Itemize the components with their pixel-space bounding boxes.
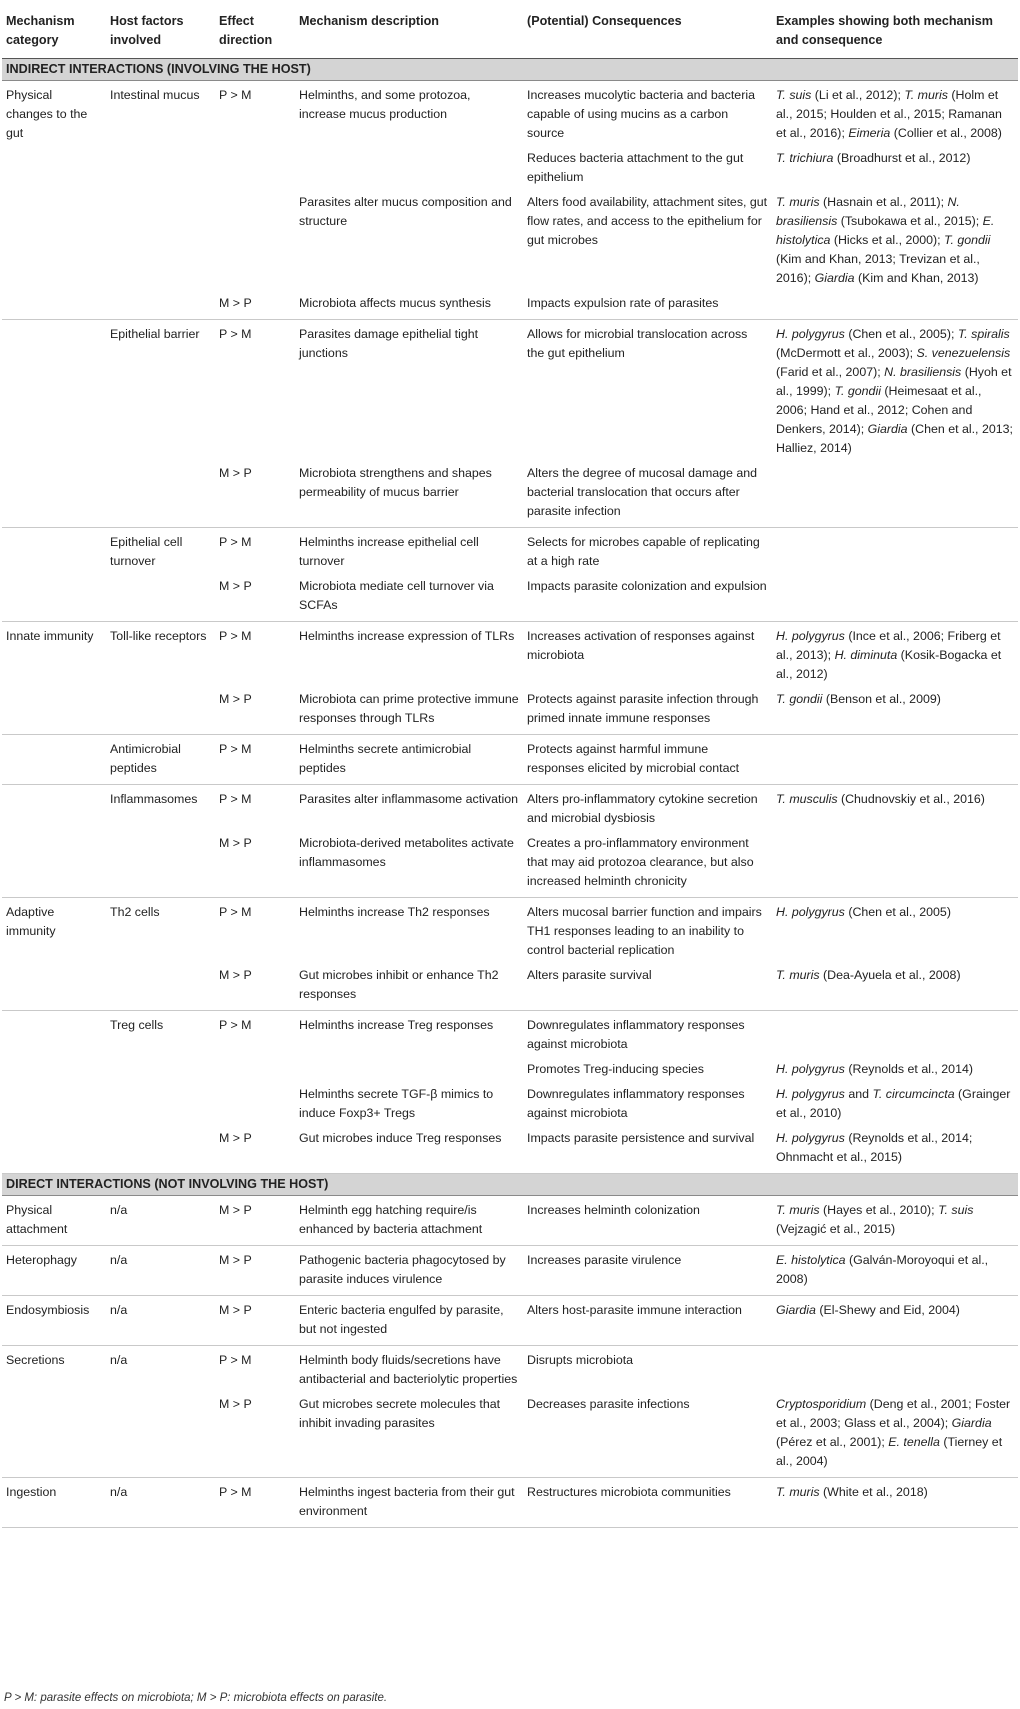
species-name: Giardia — [951, 1416, 992, 1430]
cell-effect-direction: M > P — [215, 461, 295, 528]
cell-host-factor: Epithelial barrier — [110, 327, 200, 341]
cell-examples — [772, 1057, 1018, 1082]
species-name: T. muris — [776, 1203, 820, 1217]
cell-mechanism-category: Heterophagy — [2, 1246, 106, 1296]
cell-consequence: Alters parasite survival — [523, 963, 772, 1011]
table-row — [2, 1082, 1018, 1126]
table-row — [2, 190, 1018, 291]
cell-host-factor — [106, 1082, 215, 1126]
cell-mechanism-category — [2, 528, 106, 575]
header-mechanism-category: Mechanism category — [2, 0, 106, 59]
table-row — [2, 528, 1018, 575]
cell-host-factor — [106, 291, 215, 320]
cell-effect-direction: P > M — [215, 1478, 295, 1528]
cell-effect-direction: M > P — [215, 831, 295, 898]
citation-text: (Kim and Khan, 2013; Trevizan et al., 2016); — [776, 252, 980, 285]
cell-mechanism-category — [2, 831, 106, 898]
table-row — [2, 687, 1018, 735]
citation-text: (Chudnovskiy et al., 2016) — [837, 792, 985, 806]
cell-examples — [772, 81, 1018, 147]
cell-effect-direction: M > P — [215, 1126, 295, 1174]
section-header-row — [2, 59, 1018, 81]
species-name: T. gondii — [776, 692, 823, 706]
cell-effect-direction: M > P — [215, 1296, 295, 1346]
cell-consequence: Alters pro-inflammatory cytokine secretion and microbial dysbiosis — [527, 792, 758, 825]
cell-effect-direction — [215, 1057, 295, 1082]
cell-mechanism-description — [295, 1057, 523, 1082]
cell-mechanism-description: Parasites alter inflammasome activation — [299, 792, 518, 806]
citation-text: and — [844, 1087, 873, 1101]
cell-consequence: Promotes Treg-inducing species — [527, 1062, 704, 1076]
cell-consequence: Alters host-parasite immune interaction — [523, 1296, 772, 1346]
species-name: T. suis — [776, 88, 812, 102]
species-name: N. brasiliensis — [776, 195, 960, 228]
cell-consequence: Reduces bacteria attachment to the gut epithelium — [527, 151, 744, 184]
citation-text: (Hasnain et al., 2011); — [819, 195, 948, 209]
cell-mechanism-category — [2, 1126, 106, 1174]
cell-host-factor: Treg cells — [110, 1018, 164, 1032]
cell-examples — [772, 461, 1018, 528]
cell-consequence: Decreases parasite infections — [523, 1392, 772, 1478]
citation-text: (Ince et al., 2006; Friberg et al., 2013); — [776, 629, 1001, 662]
cell-mechanism-description: Microbiota affects mucus synthesis — [295, 291, 523, 320]
table-row — [2, 831, 1018, 898]
cell-mechanism-category: Physical changes to the gut — [6, 88, 88, 140]
table-row — [2, 963, 1018, 1011]
species-name: H. polygyrus — [776, 1062, 845, 1076]
table-row — [2, 291, 1018, 320]
cell-effect-direction: M > P — [215, 1246, 295, 1296]
cell-examples — [772, 963, 1018, 1011]
citation-text: (Collier et al., 2008) — [890, 126, 1002, 140]
cell-mechanism-category — [2, 461, 106, 528]
citation-text: (Galván-Moroyoqui et al., 2008) — [776, 1253, 989, 1286]
cell-mechanism-category — [2, 785, 106, 832]
cell-host-factor — [106, 1126, 215, 1174]
citation-text: (Vejzagić et al., 2015) — [776, 1222, 896, 1236]
species-name: H. polygyrus — [776, 327, 845, 341]
cell-host-factor: n/a — [106, 1478, 215, 1528]
species-name: T. spiralis — [957, 327, 1010, 341]
species-name: T. gondii — [944, 233, 991, 247]
cell-effect-direction: P > M — [219, 88, 252, 102]
cell-host-factor: Inflammasomes — [110, 792, 198, 806]
citation-text: (Benson et al., 2009) — [822, 692, 941, 706]
section-title: INDIRECT INTERACTIONS (INVOLVING THE HOST) — [2, 59, 1018, 81]
cell-effect-direction — [215, 146, 295, 190]
table-row — [2, 1196, 1018, 1246]
table-row — [2, 622, 1018, 688]
species-name: T. suis — [938, 1203, 974, 1217]
cell-mechanism-description: Helminths, and some protozoa, increase mucus production — [299, 88, 471, 121]
citation-text: (Broadhurst et al., 2012) — [833, 151, 971, 165]
cell-consequence: Restructures microbiota communities — [523, 1478, 772, 1528]
cell-host-factor: n/a — [106, 1296, 215, 1346]
cell-host-factor: Antimicrobial peptides — [106, 735, 215, 785]
cell-mechanism-category — [2, 963, 106, 1011]
table-body — [2, 59, 1018, 1528]
header-host-factors: Host factors involved — [106, 0, 215, 59]
section-header-row — [2, 1174, 1018, 1196]
cell-mechanism-description: Microbiota mediate cell turnover via SCFAs — [295, 574, 523, 622]
citation-text: (Heimesaat et al., 2006; Hand et al., 2012; Cohen and Denkers, 2014); — [776, 384, 982, 436]
table-row — [2, 1392, 1018, 1478]
citation-text: (McDermott et al., 2003); — [776, 346, 917, 360]
cell-examples — [772, 1392, 1018, 1478]
cell-host-factor — [106, 146, 215, 190]
cell-mechanism-category: Secretions — [6, 1353, 65, 1367]
species-name: T. musculis — [776, 792, 838, 806]
species-name: H. polygyrus — [776, 1087, 845, 1101]
cell-host-factor: Toll-like receptors — [110, 629, 207, 643]
cell-examples — [772, 320, 1018, 462]
cell-mechanism-description — [295, 146, 523, 190]
cell-mechanism-category: Physical attachment — [2, 1196, 106, 1246]
citation-text: (Li et al., 2012); — [811, 88, 905, 102]
cell-mechanism-description: Helminths increase epithelial cell turnover — [299, 535, 479, 568]
citation-text: (Reynolds et al., 2014) — [844, 1062, 973, 1076]
cell-examples — [772, 735, 1018, 785]
cell-effect-direction: P > M — [219, 905, 252, 919]
cell-mechanism-description: Microbiota strengthens and shapes permeability of mucus barrier — [295, 461, 523, 528]
cell-effect-direction — [215, 190, 295, 291]
cell-mechanism-description: Helminth egg hatching require/is enhanced by bacteria attachment — [295, 1196, 523, 1246]
citation-text: (White et al., 2018) — [819, 1485, 928, 1499]
citation-text: (Tierney et al., 2004) — [776, 1435, 1003, 1468]
cell-mechanism-description: Helminths increase expression of TLRs — [299, 629, 515, 643]
cell-examples — [772, 1011, 1018, 1058]
species-name: T. circumcincta — [872, 1087, 955, 1101]
citation-text: (Hayes et al., 2010); — [819, 1203, 939, 1217]
table-row — [2, 1478, 1018, 1528]
cell-mechanism-category — [2, 687, 106, 735]
cell-mechanism-description: Helminths secrete TGF-β mimics to induce Foxp3+ Tregs — [299, 1087, 494, 1120]
table-row — [2, 81, 1018, 147]
cell-mechanism-category: Ingestion — [2, 1478, 106, 1528]
table-row — [2, 574, 1018, 622]
cell-consequence: Alters food availability, attachment sites, gut flow rates, and access to the epithelium for gut microbes — [527, 195, 768, 247]
citation-text: (Kim and Khan, 2013) — [854, 271, 979, 285]
cell-consequence: Creates a pro-inflammatory environment that may aid protozoa clearance, but also increased helminth chronicity — [523, 831, 772, 898]
cell-consequence: Impacts expulsion rate of parasites — [523, 291, 772, 320]
species-name: T. gondii — [834, 384, 881, 398]
table-row — [2, 1296, 1018, 1346]
cell-consequence: Downregulates inflammatory responses against microbiota — [527, 1087, 745, 1120]
cell-consequence: Impacts parasite colonization and expulsion — [523, 574, 772, 622]
cell-host-factor — [106, 1392, 215, 1478]
citation-text: (Pérez et al., 2001); — [776, 1435, 889, 1449]
cell-host-factor: n/a — [110, 1353, 128, 1367]
species-name: T. muris — [776, 1485, 820, 1499]
cell-mechanism-category: Adaptive immunity — [6, 905, 56, 938]
cell-examples — [772, 291, 1018, 320]
species-name: E. tenella — [888, 1435, 940, 1449]
cell-mechanism-description: Parasites damage epithelial tight junctions — [299, 327, 479, 360]
cell-mechanism-description: Gut microbes induce Treg responses — [295, 1126, 523, 1174]
species-name: Eimeria — [848, 126, 891, 140]
table-row — [2, 785, 1018, 832]
table-row — [2, 1246, 1018, 1296]
header-mechanism-description: Mechanism description — [295, 0, 523, 59]
cell-mechanism-description: Helminths secrete antimicrobial peptides — [295, 735, 523, 785]
table-header-row — [2, 0, 1018, 59]
cell-host-factor — [106, 963, 215, 1011]
header-examples: Examples showing both mechanism and consequence — [772, 0, 1018, 59]
citation-text: (Grainger et al., 2010) — [776, 1087, 1011, 1120]
header-effect-direction: Effect direction — [215, 0, 295, 59]
cell-mechanism-category — [2, 291, 106, 320]
cell-effect-direction: M > P — [215, 291, 295, 320]
citation-text: (Holm et al., 2015; Houlden et al., 2015; Ramanan et al., 2016); — [776, 88, 1002, 140]
cell-examples — [772, 1478, 1018, 1528]
cell-mechanism-description: Microbiota-derived metabolites activate inflammasomes — [295, 831, 523, 898]
citation-text: (Kosik-Bogacka et al., 2012) — [776, 648, 1002, 681]
citation-text: (Hicks et al., 2000); — [830, 233, 945, 247]
cell-effect-direction: M > P — [215, 1392, 295, 1478]
cell-effect-direction: P > M — [215, 735, 295, 785]
cell-mechanism-description: Helminths ingest bacteria from their gut environment — [295, 1478, 523, 1528]
cell-consequence: Allows for microbial translocation across the gut epithelium — [527, 327, 748, 360]
cell-consequence: Increases parasite virulence — [523, 1246, 772, 1296]
cell-examples — [772, 146, 1018, 190]
cell-examples — [772, 1246, 1018, 1296]
citation-text: (Chen et al., 2005); — [844, 327, 958, 341]
cell-host-factor — [106, 1057, 215, 1082]
cell-mechanism-description: Microbiota can prime protective immune responses through TLRs — [295, 687, 523, 735]
species-name: Giardia — [814, 271, 855, 285]
cell-mechanism-category — [2, 190, 106, 291]
species-name: E. histolytica — [776, 214, 995, 247]
cell-examples — [772, 574, 1018, 622]
table-row — [2, 461, 1018, 528]
cell-consequence: Downregulates inflammatory responses against microbiota — [527, 1018, 745, 1051]
citation-text: (Tsubokawa et al., 2015); — [837, 214, 983, 228]
species-name: H. polygyrus — [776, 905, 845, 919]
cell-mechanism-description: Gut microbes inhibit or enhance Th2 responses — [295, 963, 523, 1011]
cell-consequence: Alters the degree of mucosal damage and bacterial translocation that occurs after parasite infection — [523, 461, 772, 528]
cell-examples — [772, 1082, 1018, 1126]
cell-host-factor — [106, 190, 215, 291]
cell-effect-direction: P > M — [219, 629, 252, 643]
species-name: T. trichiura — [776, 151, 834, 165]
species-name: Cryptosporidium — [776, 1397, 867, 1411]
species-name: T. muris — [904, 88, 948, 102]
cell-effect-direction: M > P — [215, 1196, 295, 1246]
table-row — [2, 1126, 1018, 1174]
cell-consequence: Protects against parasite infection through primed innate immune responses — [523, 687, 772, 735]
cell-effect-direction: P > M — [219, 1353, 252, 1367]
cell-examples — [772, 528, 1018, 575]
cell-effect-direction: P > M — [219, 327, 252, 341]
cell-mechanism-category — [2, 1011, 106, 1058]
cell-consequence: Alters mucosal barrier function and impairs TH1 responses leading to an inability to control bacterial replication — [527, 905, 762, 957]
cell-host-factor — [106, 461, 215, 528]
cell-examples — [772, 1126, 1018, 1174]
section-title: DIRECT INTERACTIONS (NOT INVOLVING THE HOST) — [2, 1174, 1018, 1196]
cell-examples — [772, 831, 1018, 898]
species-name: Giardia — [776, 1303, 816, 1317]
cell-consequence: Increases mucolytic bacteria and bacteria capable of using mucins as a carbon source — [527, 88, 755, 140]
cell-mechanism-category — [2, 574, 106, 622]
cell-mechanism-description: Helminth body fluids/secretions have antibacterial and bacteriolytic properties — [299, 1353, 518, 1386]
cell-examples — [772, 1196, 1018, 1246]
cell-consequence: Disrupts microbiota — [527, 1353, 634, 1367]
cell-host-factor — [106, 831, 215, 898]
cell-examples — [772, 898, 1018, 964]
cell-consequence: Selects for microbes capable of replicating at a high rate — [527, 535, 760, 568]
citation-text: (Hyoh et al., 1999); — [776, 365, 1012, 398]
species-name: S. venezuelensis — [916, 346, 1011, 360]
footnote: P > M: parasite effects on microbiota; M > P: microbiota effects on parasite. — [4, 1692, 388, 1704]
cell-host-factor: Th2 cells — [110, 905, 160, 919]
cell-consequence: Increases activation of responses against microbiota — [527, 629, 755, 662]
cell-consequence: Protects against harmful immune responses elicited by microbial contact — [523, 735, 772, 785]
cell-effect-direction: P > M — [219, 792, 252, 806]
cell-examples — [772, 1296, 1018, 1346]
cell-mechanism-category — [2, 146, 106, 190]
cell-mechanism-category: Innate immunity — [6, 629, 94, 643]
cell-mechanism-description: Parasites alter mucus composition and structure — [299, 195, 512, 228]
cell-effect-direction: M > P — [215, 963, 295, 1011]
citation-text: (Farid et al., 2007); — [776, 365, 885, 379]
citation-text: (Chen et al., 2013; Halliez, 2014) — [776, 422, 1013, 455]
citation-text: (Deng et al., 2001; Foster et al., 2003; Glass et al., 2004); — [776, 1397, 1011, 1430]
table-row — [2, 146, 1018, 190]
cell-mechanism-category — [2, 1057, 106, 1082]
cell-mechanism-category — [2, 1082, 106, 1126]
table-row — [2, 735, 1018, 785]
species-name: E. histolytica — [776, 1253, 846, 1267]
cell-examples — [772, 190, 1018, 291]
cell-effect-direction: M > P — [215, 687, 295, 735]
cell-examples — [772, 622, 1018, 688]
header-consequences: (Potential) Consequences — [523, 0, 772, 59]
species-name: T. muris — [776, 195, 820, 209]
cell-effect-direction — [215, 1082, 295, 1126]
cell-mechanism-category — [2, 1392, 106, 1478]
species-name: H. diminuta — [834, 648, 898, 662]
cell-host-factor — [106, 687, 215, 735]
cell-mechanism-description: Pathogenic bacteria phagocytosed by parasite induces virulence — [295, 1246, 523, 1296]
table-row — [2, 898, 1018, 964]
cell-host-factor: Epithelial cell turnover — [110, 535, 183, 568]
mechanism-table — [2, 0, 1018, 1528]
cell-host-factor: n/a — [106, 1196, 215, 1246]
species-name: Giardia — [867, 422, 908, 436]
cell-mechanism-category — [2, 320, 106, 462]
cell-examples — [772, 785, 1018, 832]
cell-mechanism-description: Helminths increase Treg responses — [299, 1018, 494, 1032]
cell-mechanism-category — [2, 735, 106, 785]
cell-mechanism-description: Gut microbes secrete molecules that inhibit invading parasites — [295, 1392, 523, 1478]
species-name: N. brasiliensis — [884, 365, 962, 379]
species-name: T. muris — [776, 968, 820, 982]
species-name: H. polygyrus — [776, 1131, 845, 1145]
cell-mechanism-description: Helminths increase Th2 responses — [299, 905, 490, 919]
cell-consequence: Increases helminth colonization — [523, 1196, 772, 1246]
cell-host-factor: n/a — [106, 1246, 215, 1296]
citation-text: (Chen et al., 2005) — [844, 905, 951, 919]
cell-examples — [772, 1346, 1018, 1393]
table-row — [2, 1011, 1018, 1058]
table-row — [2, 1346, 1018, 1393]
table-row — [2, 320, 1018, 462]
cell-mechanism-description: Enteric bacteria engulfed by parasite, but not ingested — [295, 1296, 523, 1346]
cell-mechanism-category: Endosymbiosis — [2, 1296, 106, 1346]
species-name: H. polygyrus — [776, 629, 845, 643]
citation-text: (Dea-Ayuela et al., 2008) — [819, 968, 961, 982]
citation-text: (El-Shewy and Eid, 2004) — [815, 1303, 960, 1317]
cell-effect-direction: P > M — [219, 1018, 252, 1032]
cell-consequence: Impacts parasite persistence and survival — [523, 1126, 772, 1174]
table-row — [2, 1057, 1018, 1082]
cell-examples — [772, 687, 1018, 735]
cell-host-factor: Intestinal mucus — [110, 88, 200, 102]
cell-effect-direction: P > M — [219, 535, 252, 549]
cell-effect-direction: M > P — [215, 574, 295, 622]
cell-host-factor — [106, 574, 215, 622]
citation-text: (Reynolds et al., 2014; Ohnmacht et al., 2015) — [776, 1131, 973, 1164]
